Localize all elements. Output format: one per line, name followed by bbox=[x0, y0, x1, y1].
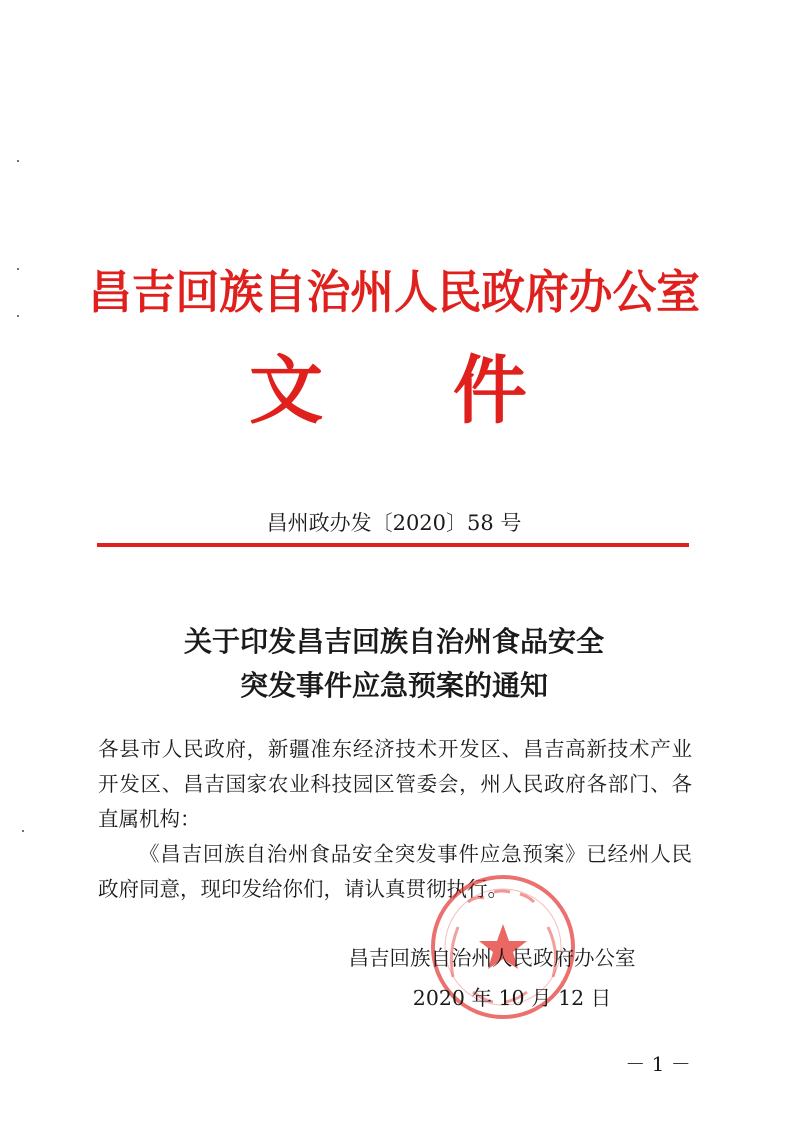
signature-date: 2020 年 10 月 12 日 bbox=[412, 986, 612, 1010]
signature-organization: 昌吉回族自治州人民政府办公室 bbox=[348, 946, 636, 970]
issuing-organization-header: 昌吉回族自治州人民政府办公室 bbox=[88, 265, 700, 319]
signature-block bbox=[322, 938, 662, 1018]
document-body bbox=[98, 732, 692, 907]
addressees-paragraph: 各县市人民政府，新疆准东经济技术开发区、昌吉高新技术产业开发区、昌吉国家农业科技园区管委会，州人民政府各部门、各直属机构： bbox=[98, 737, 692, 831]
document-title bbox=[0, 620, 788, 708]
document-type-header: 文 件 bbox=[249, 348, 579, 434]
red-separator-line bbox=[97, 543, 689, 547]
content-paragraph: 《昌吉回族自治州食品安全突发事件应急预案》已经州人民政府同意，现印发给你们，请认真贯彻执行。 bbox=[98, 842, 692, 901]
page-number: － 1 － bbox=[625, 1052, 691, 1076]
title-line-1: 关于印发昌吉回族自治州食品安全 bbox=[183, 625, 604, 658]
title-line-2: 突发事件应急预案的通知 bbox=[239, 669, 548, 702]
document-number: 昌州政办发〔2020〕58 号 bbox=[266, 511, 522, 535]
